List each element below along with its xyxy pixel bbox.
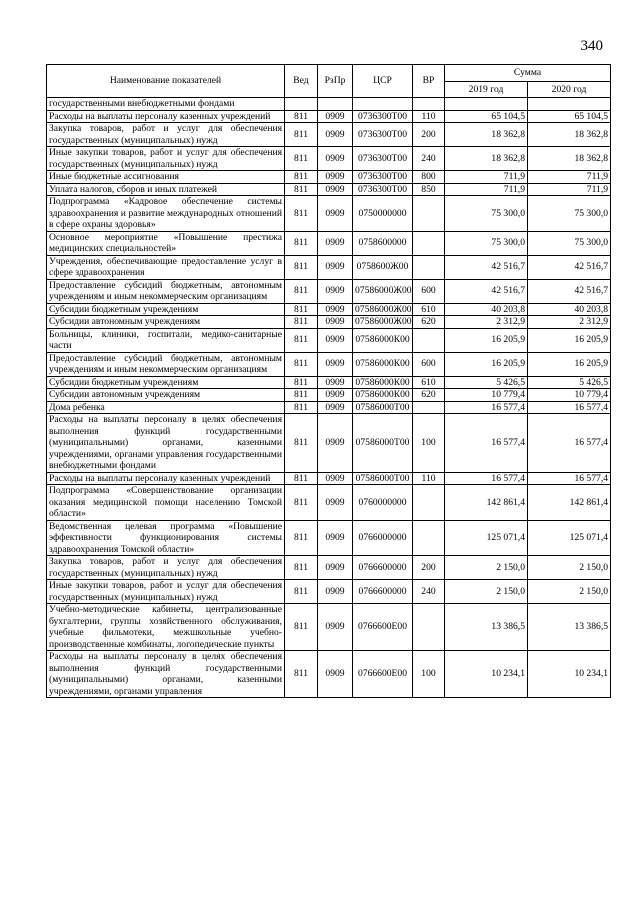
row-csr: 07586000Ж00 <box>353 303 413 316</box>
row-ved: 811 <box>285 110 318 123</box>
row-vr <box>413 401 445 414</box>
row-vr <box>413 485 445 521</box>
row-sum-2019: 42 516,7 <box>445 279 528 303</box>
row-rzpr: 0909 <box>318 651 353 698</box>
row-vr: 610 <box>413 376 445 389</box>
row-sum-2020: 13 386,5 <box>528 604 611 651</box>
row-name: Закупка товаров, работ и услуг для обеспечения государственных (муниципальных) нужд <box>47 123 285 147</box>
row-vr <box>413 520 445 556</box>
row-vr: 610 <box>413 303 445 316</box>
row-sum-2020: 75 300,0 <box>528 196 611 232</box>
header-csr: ЦСР <box>353 65 413 98</box>
row-vr <box>413 604 445 651</box>
row-vr: 600 <box>413 279 445 303</box>
header-vr: ВР <box>413 65 445 98</box>
row-sum-2019: 16 205,9 <box>445 328 528 352</box>
row-rzpr: 0909 <box>318 389 353 402</box>
row-sum-2019: 2 150,0 <box>445 580 528 604</box>
row-name: Учреждения, обеспечивающие предоставление услуг в сфере здравоохранения <box>47 255 285 279</box>
row-rzpr: 0909 <box>318 376 353 389</box>
row-rzpr: 0909 <box>318 147 353 171</box>
row-ved: 811 <box>285 279 318 303</box>
header-year-2019: 2019 год <box>445 81 528 98</box>
row-ved: 811 <box>285 183 318 196</box>
row-ved: 811 <box>285 231 318 255</box>
table-row <box>47 472 611 485</box>
row-rzpr: 0909 <box>318 279 353 303</box>
row-ved <box>285 98 318 111</box>
header-sum: Сумма <box>445 65 611 82</box>
row-sum-2020: 75 300,0 <box>528 231 611 255</box>
row-vr: 620 <box>413 316 445 329</box>
row-rzpr: 0909 <box>318 556 353 580</box>
row-sum-2019: 75 300,0 <box>445 231 528 255</box>
header-ved: Вед <box>285 65 318 98</box>
row-vr <box>413 98 445 111</box>
row-ved: 811 <box>285 123 318 147</box>
row-vr: 100 <box>413 414 445 473</box>
table-row <box>47 196 611 232</box>
row-sum-2019: 5 426,5 <box>445 376 528 389</box>
row-ved: 811 <box>285 196 318 232</box>
row-rzpr: 0909 <box>318 352 353 376</box>
row-sum-2020: 2 150,0 <box>528 580 611 604</box>
row-sum-2020: 2 312,9 <box>528 316 611 329</box>
row-sum-2019: 10 234,1 <box>445 651 528 698</box>
row-sum-2020: 40 203,8 <box>528 303 611 316</box>
row-csr: 0758600000 <box>353 231 413 255</box>
row-rzpr: 0909 <box>318 183 353 196</box>
row-name: Предоставление субсидий бюджетным, автономным учреждениям и иным некоммерческим организациям <box>47 279 285 303</box>
table-row <box>47 604 611 651</box>
table-row <box>47 279 611 303</box>
header-year-2020: 2020 год <box>528 81 611 98</box>
row-sum-2019: 125 071,4 <box>445 520 528 556</box>
row-rzpr: 0909 <box>318 604 353 651</box>
row-csr <box>353 98 413 111</box>
row-ved: 811 <box>285 472 318 485</box>
row-ved: 811 <box>285 376 318 389</box>
row-rzpr: 0909 <box>318 414 353 473</box>
row-vr: 110 <box>413 472 445 485</box>
row-sum-2020: 16 205,9 <box>528 328 611 352</box>
row-csr: 07586000К00 <box>353 328 413 352</box>
row-sum-2020: 18 362,8 <box>528 147 611 171</box>
row-csr: 07586000Ж00 <box>353 316 413 329</box>
row-vr: 240 <box>413 147 445 171</box>
table-row <box>47 651 611 698</box>
row-ved: 811 <box>285 401 318 414</box>
row-sum-2020: 125 071,4 <box>528 520 611 556</box>
row-ved: 811 <box>285 556 318 580</box>
row-vr <box>413 196 445 232</box>
table-row <box>47 556 611 580</box>
row-sum-2020: 5 426,5 <box>528 376 611 389</box>
row-csr: 07586000К00 <box>353 352 413 376</box>
table-row <box>47 255 611 279</box>
row-sum-2019: 16 205,9 <box>445 352 528 376</box>
row-ved: 811 <box>285 147 318 171</box>
table-row <box>47 414 611 473</box>
table-row <box>47 389 611 402</box>
row-csr: 0736300Т00 <box>353 183 413 196</box>
row-sum-2020: 711,9 <box>528 183 611 196</box>
row-rzpr <box>318 98 353 111</box>
row-sum-2019: 16 577,4 <box>445 401 528 414</box>
row-csr: 0758600Ж00 <box>353 255 413 279</box>
budget-table <box>46 64 611 698</box>
row-sum-2020: 42 516,7 <box>528 255 611 279</box>
row-vr: 620 <box>413 389 445 402</box>
row-csr: 0750000000 <box>353 196 413 232</box>
row-ved: 811 <box>285 651 318 698</box>
table-row <box>47 183 611 196</box>
row-sum-2020: 10 234,1 <box>528 651 611 698</box>
row-csr: 0760000000 <box>353 485 413 521</box>
row-vr: 850 <box>413 183 445 196</box>
row-csr: 0766600000 <box>353 556 413 580</box>
row-ved: 811 <box>285 303 318 316</box>
row-rzpr: 0909 <box>318 255 353 279</box>
row-sum-2019: 10 779,4 <box>445 389 528 402</box>
row-name: Расходы на выплаты персоналу казенных учреждений <box>47 110 285 123</box>
row-sum-2019: 142 861,4 <box>445 485 528 521</box>
row-sum-2020: 18 362,8 <box>528 123 611 147</box>
table-row <box>47 485 611 521</box>
row-csr: 07586000Ж00 <box>353 279 413 303</box>
row-csr: 0736300Т00 <box>353 110 413 123</box>
row-sum-2019: 2 312,9 <box>445 316 528 329</box>
row-rzpr: 0909 <box>318 171 353 184</box>
table-row <box>47 328 611 352</box>
row-ved: 811 <box>285 328 318 352</box>
row-rzpr: 0909 <box>318 303 353 316</box>
row-vr: 240 <box>413 580 445 604</box>
row-sum-2020: 16 577,4 <box>528 414 611 473</box>
row-vr: 200 <box>413 123 445 147</box>
row-name: Предоставление субсидий бюджетным, автономным учреждениям и иным некоммерческим организациям <box>47 352 285 376</box>
row-sum-2020 <box>528 98 611 111</box>
row-sum-2019: 16 577,4 <box>445 414 528 473</box>
row-ved: 811 <box>285 580 318 604</box>
row-sum-2020: 65 104,5 <box>528 110 611 123</box>
row-sum-2020: 2 150,0 <box>528 556 611 580</box>
row-ved: 811 <box>285 414 318 473</box>
row-vr <box>413 255 445 279</box>
table-row <box>47 401 611 414</box>
row-rzpr: 0909 <box>318 328 353 352</box>
row-sum-2019: 711,9 <box>445 171 528 184</box>
row-sum-2019: 65 104,5 <box>445 110 528 123</box>
row-name: Уплата налогов, сборов и иных платежей <box>47 183 285 196</box>
row-ved: 811 <box>285 352 318 376</box>
table-row <box>47 303 611 316</box>
row-sum-2020: 42 516,7 <box>528 279 611 303</box>
row-vr <box>413 231 445 255</box>
row-csr: 07586000Т00 <box>353 401 413 414</box>
header-name: Наименование показателей <box>47 65 285 98</box>
table-row <box>47 147 611 171</box>
table-row <box>47 316 611 329</box>
row-csr: 0736300Т00 <box>353 123 413 147</box>
row-name: Больницы, клиники, госпитали, медико-санитарные части <box>47 328 285 352</box>
row-ved: 811 <box>285 389 318 402</box>
table-row <box>47 98 611 111</box>
row-name: Субсидии бюджетным учреждениям <box>47 376 285 389</box>
row-rzpr: 0909 <box>318 485 353 521</box>
row-rzpr: 0909 <box>318 123 353 147</box>
table-row <box>47 123 611 147</box>
row-sum-2020: 711,9 <box>528 171 611 184</box>
table-row <box>47 110 611 123</box>
row-sum-2019: 2 150,0 <box>445 556 528 580</box>
row-sum-2019 <box>445 98 528 111</box>
page-number: 340 <box>580 38 603 54</box>
row-name: Расходы на выплаты персоналу казенных учреждений <box>47 472 285 485</box>
row-csr: 07586000К00 <box>353 376 413 389</box>
row-rzpr: 0909 <box>318 110 353 123</box>
row-rzpr: 0909 <box>318 231 353 255</box>
row-name: Учебно-методические кабинеты, централизованные бухгалтерии, группы хозяйственного обслуживания, учебные фильмотеки, межшкольные учебно-производственные комбинаты, логопедические пункты <box>47 604 285 651</box>
row-rzpr: 0909 <box>318 196 353 232</box>
row-name: Иные закупки товаров, работ и услуг для обеспечения государственных (муниципальных) нужд <box>47 147 285 171</box>
row-ved: 811 <box>285 520 318 556</box>
row-rzpr: 0909 <box>318 580 353 604</box>
row-name: Основное мероприятие «Повышение престижа медицинских специальностей» <box>47 231 285 255</box>
row-name: государственными внебюджетными фондами <box>47 98 285 111</box>
table-row <box>47 520 611 556</box>
row-ved: 811 <box>285 604 318 651</box>
row-sum-2019: 40 203,8 <box>445 303 528 316</box>
row-sum-2019: 16 577,4 <box>445 472 528 485</box>
row-name: Закупка товаров, работ и услуг для обеспечения государственных (муниципальных) нужд <box>47 556 285 580</box>
row-csr: 0766600Е00 <box>353 651 413 698</box>
table-row <box>47 580 611 604</box>
row-sum-2019: 18 362,8 <box>445 147 528 171</box>
row-rzpr: 0909 <box>318 520 353 556</box>
row-sum-2019: 711,9 <box>445 183 528 196</box>
row-ved: 811 <box>285 255 318 279</box>
row-ved: 811 <box>285 485 318 521</box>
row-sum-2020: 16 205,9 <box>528 352 611 376</box>
row-rzpr: 0909 <box>318 401 353 414</box>
row-name: Расходы на выплаты персоналу в целях обеспечения выполнения функций государственными (муниципальными) органами, казенными учреждениями, органами управления государственными внебюджетными фондами <box>47 414 285 473</box>
row-csr: 0766600000 <box>353 580 413 604</box>
table-row <box>47 231 611 255</box>
row-csr: 07586000Т00 <box>353 414 413 473</box>
row-csr: 07586000К00 <box>353 389 413 402</box>
row-sum-2020: 16 577,4 <box>528 401 611 414</box>
row-sum-2020: 142 861,4 <box>528 485 611 521</box>
row-name: Подпрограмма «Совершенствование организации оказания медицинской помощи населению Томской области» <box>47 485 285 521</box>
row-name: Дома ребенка <box>47 401 285 414</box>
row-sum-2019: 75 300,0 <box>445 196 528 232</box>
row-rzpr: 0909 <box>318 472 353 485</box>
table-row <box>47 376 611 389</box>
row-name: Расходы на выплаты персоналу в целях обеспечения выполнения функций государственными (муниципальными) органами, казенными учреждениями, органами управления <box>47 651 285 698</box>
row-sum-2020: 10 779,4 <box>528 389 611 402</box>
row-vr: 110 <box>413 110 445 123</box>
row-csr: 0736300Т00 <box>353 171 413 184</box>
row-vr: 800 <box>413 171 445 184</box>
row-ved: 811 <box>285 316 318 329</box>
row-sum-2019: 18 362,8 <box>445 123 528 147</box>
header-rzpr: РзПр <box>318 65 353 98</box>
row-vr: 600 <box>413 352 445 376</box>
row-ved: 811 <box>285 171 318 184</box>
table-row <box>47 352 611 376</box>
row-name: Субсидии автономным учреждениям <box>47 316 285 329</box>
row-csr: 0766000000 <box>353 520 413 556</box>
row-sum-2019: 13 386,5 <box>445 604 528 651</box>
row-name: Ведомственная целевая программа «Повышение эффективности функционирования системы здравоохранения Томской области» <box>47 520 285 556</box>
row-rzpr: 0909 <box>318 316 353 329</box>
row-name: Иные бюджетные ассигнования <box>47 171 285 184</box>
row-csr: 0736300Т00 <box>353 147 413 171</box>
row-csr: 0766600Е00 <box>353 604 413 651</box>
row-vr: 100 <box>413 651 445 698</box>
row-sum-2020: 16 577,4 <box>528 472 611 485</box>
row-name: Субсидии бюджетным учреждениям <box>47 303 285 316</box>
table-row <box>47 171 611 184</box>
row-sum-2019: 42 516,7 <box>445 255 528 279</box>
row-name: Субсидии автономным учреждениям <box>47 389 285 402</box>
row-csr: 07586000Т00 <box>353 472 413 485</box>
row-vr <box>413 328 445 352</box>
row-name: Иные закупки товаров, работ и услуг для обеспечения государственных (муниципальных) нужд <box>47 580 285 604</box>
row-vr: 200 <box>413 556 445 580</box>
header-row <box>47 65 611 82</box>
row-name: Подпрограмма «Кадровое обеспечение системы здравоохранения и развитие международных отношений в сфере охраны здоровья» <box>47 196 285 232</box>
